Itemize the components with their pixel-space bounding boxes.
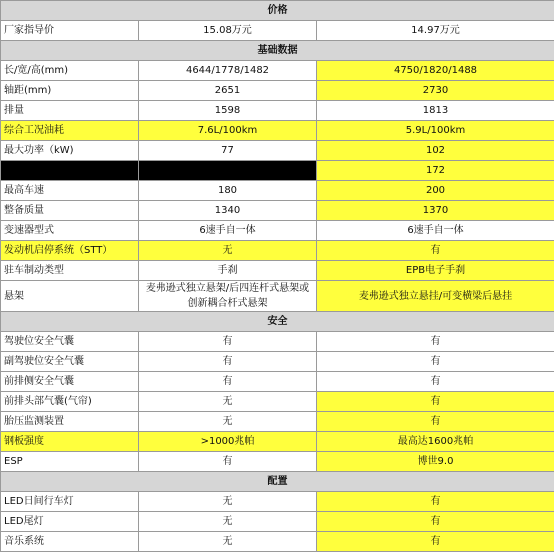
row-label: 副驾驶位安全气囊 [1, 352, 139, 372]
model-a-value: 有 [139, 372, 317, 392]
model-a-value: 4644/1778/1482 [139, 61, 317, 81]
model-b-value: 有 [317, 392, 554, 412]
row-label: ESP [1, 452, 139, 472]
row-label: 前排侧安全气囊 [1, 372, 139, 392]
table-row [1, 452, 554, 472]
model-b-value: 5.9L/100km [317, 121, 554, 141]
row-label: 综合工况油耗 [1, 121, 139, 141]
model-a-value: 有 [139, 352, 317, 372]
section-header-row [1, 1, 554, 21]
row-label: 排量 [1, 101, 139, 121]
row-label: 驾驶位安全气囊 [1, 332, 139, 352]
row-label: 最高车速 [1, 181, 139, 201]
model-a-value: 麦弗逊式独立悬架/后四连杆式悬架或创新耦合杆式悬架 [139, 281, 317, 312]
model-b-value: 6速手自一体 [317, 221, 554, 241]
model-b-value: 有 [317, 241, 554, 261]
row-label: 钢板强度 [1, 432, 139, 452]
table-row [1, 181, 554, 201]
table-row [1, 101, 554, 121]
model-b-value: 麦弗逊式独立悬挂/可变横梁后悬挂 [317, 281, 554, 312]
model-a-value: 有 [139, 452, 317, 472]
model-b-value: 有 [317, 492, 554, 512]
table-row [1, 61, 554, 81]
model-a-value: 6速手自一体 [139, 221, 317, 241]
row-label: 驻车制动类型 [1, 261, 139, 281]
table-row [1, 332, 554, 352]
model-a-value: 无 [139, 512, 317, 532]
model-b-value: 有 [317, 332, 554, 352]
table-row [1, 81, 554, 101]
model-b-value: 1370 [317, 201, 554, 221]
table-row [1, 432, 554, 452]
model-b-value: 有 [317, 412, 554, 432]
model-b-value: 最高达1600兆帕 [317, 432, 554, 452]
row-label: 悬架 [1, 281, 139, 312]
model-a-value: 1340 [139, 201, 317, 221]
row-label: 音乐系统 [1, 532, 139, 552]
table-body [1, 1, 554, 552]
row-label: 厂家指导价 [1, 21, 139, 41]
model-a-value: 77 [139, 141, 317, 161]
model-b-value: 200 [317, 181, 554, 201]
model-b-value: 4750/1820/1488 [317, 61, 554, 81]
model-b-value: EPB电子手刹 [317, 261, 554, 281]
model-a-value [139, 161, 317, 181]
table-row [1, 261, 554, 281]
model-a-value: 无 [139, 532, 317, 552]
row-label: 轴距(mm) [1, 81, 139, 101]
section-header-row [1, 41, 554, 61]
table-row [1, 201, 554, 221]
table-row [1, 512, 554, 532]
model-b-value: 博世9.0 [317, 452, 554, 472]
model-a-value: 手刹 [139, 261, 317, 281]
model-b-value: 有 [317, 372, 554, 392]
section-title: 价格 [1, 1, 554, 21]
model-b-value: 102 [317, 141, 554, 161]
section-title: 配置 [1, 472, 554, 492]
model-b-value: 2730 [317, 81, 554, 101]
section-title: 安全 [1, 312, 554, 332]
table-row [1, 392, 554, 412]
model-b-value: 有 [317, 532, 554, 552]
section-header-row [1, 472, 554, 492]
table-row [1, 412, 554, 432]
table-row [1, 121, 554, 141]
table-row [1, 352, 554, 372]
section-title: 基础数据 [1, 41, 554, 61]
table-row [1, 532, 554, 552]
table-row [1, 492, 554, 512]
table-row [1, 141, 554, 161]
table-row [1, 21, 554, 41]
model-b-value: 1813 [317, 101, 554, 121]
row-label: LED尾灯 [1, 512, 139, 532]
model-a-value: >1000兆帕 [139, 432, 317, 452]
table-row [1, 161, 554, 181]
model-a-value: 7.6L/100km [139, 121, 317, 141]
row-label: 最大功率（kW) [1, 141, 139, 161]
model-b-value: 有 [317, 512, 554, 532]
model-a-value: 无 [139, 392, 317, 412]
table-row [1, 221, 554, 241]
row-label: 发动机启停系统（STT） [1, 241, 139, 261]
table-row [1, 372, 554, 392]
row-label: 长/宽/高(mm) [1, 61, 139, 81]
section-header-row [1, 312, 554, 332]
table-row [1, 281, 554, 312]
row-label: LED日间行车灯 [1, 492, 139, 512]
model-a-value: 无 [139, 241, 317, 261]
row-label: 变速器型式 [1, 221, 139, 241]
row-label: 前排头部气囊(气帘) [1, 392, 139, 412]
row-label: 胎压监测装置 [1, 412, 139, 432]
model-a-value: 1598 [139, 101, 317, 121]
model-a-value: 2651 [139, 81, 317, 101]
model-b-value: 14.97万元 [317, 21, 554, 41]
model-b-value: 有 [317, 352, 554, 372]
model-a-value: 180 [139, 181, 317, 201]
model-b-value: 172 [317, 161, 554, 181]
model-a-value: 有 [139, 332, 317, 352]
row-label [1, 161, 139, 181]
model-a-value: 15.08万元 [139, 21, 317, 41]
table-row [1, 241, 554, 261]
model-a-value: 无 [139, 492, 317, 512]
row-label: 整备质量 [1, 201, 139, 221]
model-a-value: 无 [139, 412, 317, 432]
